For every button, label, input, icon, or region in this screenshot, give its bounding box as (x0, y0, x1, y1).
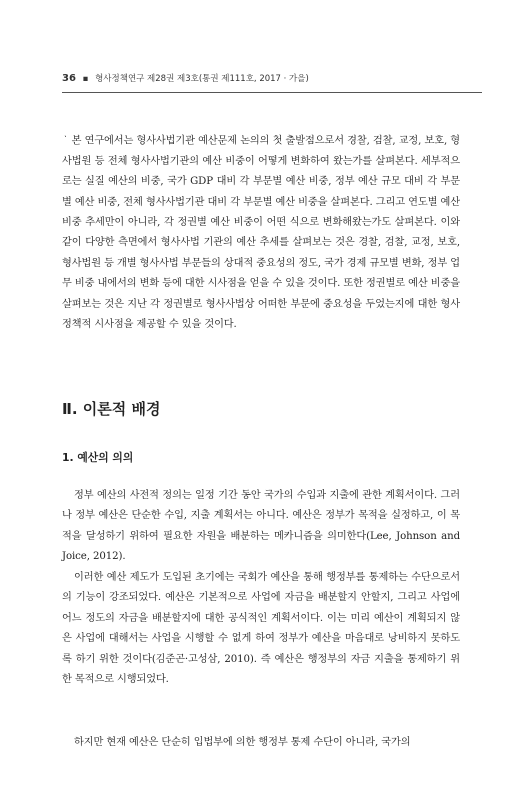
lead-mark: ㆍ (62, 133, 69, 141)
journal-citation: 형사정책연구 제28권 제3호(통권 제111호, 2017 · 가을) (95, 74, 309, 84)
header-divider (62, 92, 482, 93)
running-header (62, 72, 482, 84)
body-paragraph-2: 이러한 예산 제도가 도입된 초기에는 국회가 예산을 통해 행정부를 통제하는 수단으로서의 기능이 강조되었다. 예산은 기본적으로 사업에 자금을 배분할지 안할지, 그리고 사업에 어느 정도의 자금을 배분할지에 대한 공식적인 계획서이다. 이는 미리 예산이 계획되지 않은 사업에 대해서는 사업을 시행할 수 없게 하여 정부가 예산을 마음대로 낭비하지 못하도록 하기 위한 것이다(김준곤·고성삼, 2010). 즉 예산은 행정부의 자금 지출을 통제하기 위한 목적으로 시행되었다. (62, 572, 460, 686)
page-number: 36 (62, 73, 76, 84)
intro-text: 본 연구에서는 형사사법기관 예산문제 논의의 첫 출발점으로서 경찰, 검찰, 교정, 보호, 형사법원 등 전체 형사사법기관의 예산 비중이 어떻게 변화하여 왔는가를 살펴본다. 세부적으로는 실질 예산의 비중, 국가 GDP 대비 각 부문별 예산 비중, 정부 예산 규모 대비 각 부문별 예산 비중, 전체 형사사법기관 대비 각 부문별 예산 비중을 살펴본다. 그리고 연도별 예산 비중 추세만이 아니라, 각 정권별 예산 비중이 어떤 식으로 변화해왔는가도 살펴본다. 이와 같이 다양한 측면에서 형사사법 기관의 예산 추세를 살펴보는 것은 경찰, 검찰, 교정, 보호, 형사법원 등 개별 형사사법 부문들의 상대적 중요성의 정도, 국가 경제 규모별 변화, 정부 업무 비중 내에서의 변화 등에 대한 시사점을 얻을 수 있을 것이다. 또한 정권별로 예산 비중을 살펴보는 것은 지난 각 정권별로 형사사법상 어떠한 부문에 중요성을 두었는지에 대한 형사정책적 시사점을 제공할 수 있을 것이다. (62, 135, 460, 331)
body-paragraph-3: 하지만 현재 예산은 단순히 입법부에 의한 행정부 통제 수단이 아니라, 국가의 (74, 737, 411, 748)
subsection-heading: 1. 예산의 의의 (62, 451, 134, 464)
intro-paragraph (62, 127, 460, 335)
section-heading: Ⅱ. 이론적 배경 (62, 400, 161, 418)
body-paragraph-1: 정부 예산의 사전적 정의는 일정 기간 동안 국가의 수입과 지출에 관한 계획서이다. 그러나 정부 예산은 단순한 수입, 지출 계획서는 아니다. 예산은 정부가 목적을 실정하고, 이 목적을 달성하기 위하여 필요한 자원을 배분하는 메카니즘을 의미한다(Lee, Johnson and Joice, 2012). (62, 490, 460, 563)
header-bullet: ▪ (82, 74, 89, 84)
